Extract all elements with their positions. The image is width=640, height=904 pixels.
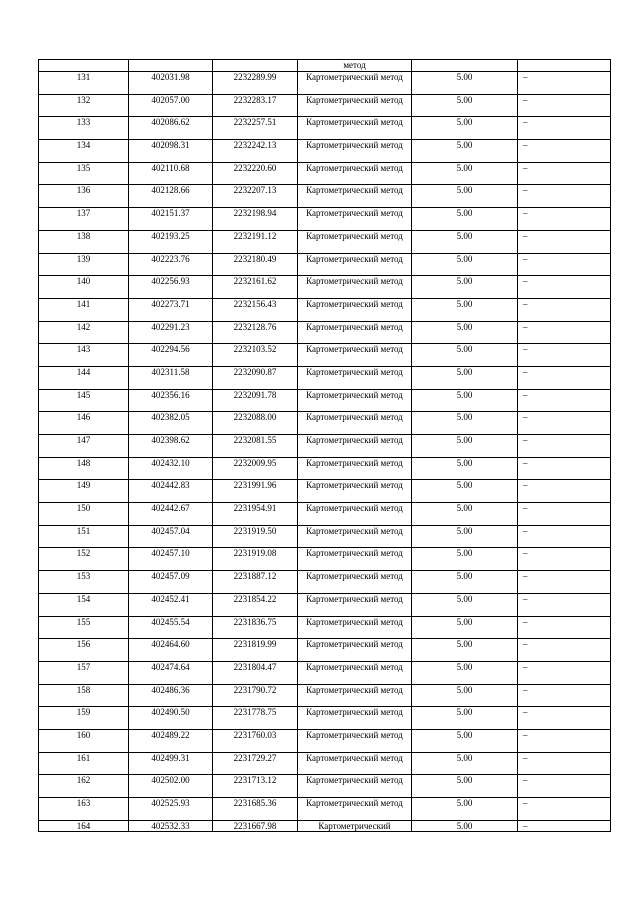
cell-x: 402525.93 bbox=[129, 798, 213, 821]
table-row bbox=[39, 208, 611, 231]
cell-precision: 5.00 bbox=[412, 117, 518, 140]
table-row bbox=[39, 661, 611, 684]
cell-y: 2231790.72 bbox=[213, 684, 298, 707]
cell-note: – bbox=[518, 525, 611, 548]
cell-note: – bbox=[518, 230, 611, 253]
cell-y: 2231887.12 bbox=[213, 571, 298, 594]
cell-y: 2232220.60 bbox=[213, 162, 298, 185]
cell-number: 138 bbox=[39, 230, 129, 253]
cell-x: 402110.68 bbox=[129, 162, 213, 185]
cell-x: 402452.41 bbox=[129, 593, 213, 616]
cell-note bbox=[518, 60, 611, 72]
cell-x: 402273.71 bbox=[129, 298, 213, 321]
cell-precision: 5.00 bbox=[412, 162, 518, 185]
cell-y: 2231804.47 bbox=[213, 661, 298, 684]
cell-x: 402457.10 bbox=[129, 548, 213, 571]
cell-method: Картометрический метод bbox=[298, 366, 412, 389]
cell-note: – bbox=[518, 162, 611, 185]
cell-number: 160 bbox=[39, 729, 129, 752]
cell-method: Картометрический метод bbox=[298, 503, 412, 526]
cell-x: 402223.76 bbox=[129, 253, 213, 276]
cell-y: 2231991.96 bbox=[213, 480, 298, 503]
cell-number: 152 bbox=[39, 548, 129, 571]
cell-note: – bbox=[518, 775, 611, 798]
cell-y: 2232088.00 bbox=[213, 412, 298, 435]
cell-precision: 5.00 bbox=[412, 707, 518, 730]
cell-x: 402098.31 bbox=[129, 140, 213, 163]
cell-number: 158 bbox=[39, 684, 129, 707]
cell-x: 402356.16 bbox=[129, 389, 213, 412]
cell-precision: 5.00 bbox=[412, 503, 518, 526]
table-row bbox=[39, 344, 611, 367]
cell-x: 402457.09 bbox=[129, 571, 213, 594]
cell-method: Картометрический метод bbox=[298, 94, 412, 117]
cell-precision: 5.00 bbox=[412, 729, 518, 752]
cell-method: Картометрический метод bbox=[298, 140, 412, 163]
cell-note: – bbox=[518, 707, 611, 730]
cell-precision: 5.00 bbox=[412, 344, 518, 367]
table-row bbox=[39, 798, 611, 821]
cell-number: 149 bbox=[39, 480, 129, 503]
cell-number: 156 bbox=[39, 639, 129, 662]
table-row bbox=[39, 571, 611, 594]
cell-x: 402057.00 bbox=[129, 94, 213, 117]
cell-method: Картометрический метод bbox=[298, 72, 412, 95]
cell-precision: 5.00 bbox=[412, 639, 518, 662]
table-row bbox=[39, 548, 611, 571]
cell-number bbox=[39, 60, 129, 72]
table-row bbox=[39, 253, 611, 276]
cell-note: – bbox=[518, 208, 611, 231]
cell-number: 146 bbox=[39, 412, 129, 435]
table-row bbox=[39, 230, 611, 253]
cell-number: 151 bbox=[39, 525, 129, 548]
cell-y: 2231713.12 bbox=[213, 775, 298, 798]
cell-note: – bbox=[518, 571, 611, 594]
cell-precision: 5.00 bbox=[412, 208, 518, 231]
cell-precision: 5.00 bbox=[412, 321, 518, 344]
cell-method: Картометрический метод bbox=[298, 525, 412, 548]
cell-x bbox=[129, 60, 213, 72]
cell-note: – bbox=[518, 684, 611, 707]
table-row bbox=[39, 503, 611, 526]
cell-x: 402532.33 bbox=[129, 820, 213, 832]
cell-precision: 5.00 bbox=[412, 480, 518, 503]
cell-note: – bbox=[518, 729, 611, 752]
table-row-continued bbox=[39, 60, 611, 72]
cell-y: 2231778.75 bbox=[213, 707, 298, 730]
cell-precision: 5.00 bbox=[412, 457, 518, 480]
cell-precision: 5.00 bbox=[412, 798, 518, 821]
cell-y: 2232180.49 bbox=[213, 253, 298, 276]
cell-number: 161 bbox=[39, 752, 129, 775]
cell-method: Картометрический метод bbox=[298, 344, 412, 367]
table-row bbox=[39, 162, 611, 185]
cell-precision: 5.00 bbox=[412, 525, 518, 548]
cell-number: 142 bbox=[39, 321, 129, 344]
cell-x: 402432.10 bbox=[129, 457, 213, 480]
cell-number: 141 bbox=[39, 298, 129, 321]
cell-x: 402311.58 bbox=[129, 366, 213, 389]
cell-y: 2231854.22 bbox=[213, 593, 298, 616]
cell-note: – bbox=[518, 661, 611, 684]
cell-precision: 5.00 bbox=[412, 684, 518, 707]
table-row bbox=[39, 140, 611, 163]
cell-method: Картометрический метод bbox=[298, 389, 412, 412]
cell-method: Картометрический метод bbox=[298, 276, 412, 299]
cell-y: 2232207.13 bbox=[213, 185, 298, 208]
cell-precision bbox=[412, 60, 518, 72]
cell-method: Картометрический метод bbox=[298, 593, 412, 616]
cell-note: – bbox=[518, 639, 611, 662]
cell-method: Картометрический метод bbox=[298, 639, 412, 662]
cell-x: 402151.37 bbox=[129, 208, 213, 231]
cell-note: – bbox=[518, 117, 611, 140]
cell-y: 2232161.62 bbox=[213, 276, 298, 299]
cell-method: Картометрический метод bbox=[298, 185, 412, 208]
cell-number: 155 bbox=[39, 616, 129, 639]
cell-method: Картометрический метод bbox=[298, 752, 412, 775]
table-row bbox=[39, 775, 611, 798]
cell-y: 2231760.03 bbox=[213, 729, 298, 752]
cell-y: 2232103.52 bbox=[213, 344, 298, 367]
cell-y: 2232009.95 bbox=[213, 457, 298, 480]
cell-note: – bbox=[518, 72, 611, 95]
cell-precision: 5.00 bbox=[412, 140, 518, 163]
cell-precision: 5.00 bbox=[412, 775, 518, 798]
cell-x: 402442.83 bbox=[129, 480, 213, 503]
cell-x: 402464.60 bbox=[129, 639, 213, 662]
table-row bbox=[39, 276, 611, 299]
cell-method: Картометрический метод bbox=[298, 321, 412, 344]
cell-x: 402490.50 bbox=[129, 707, 213, 730]
cell-note: – bbox=[518, 298, 611, 321]
cell-note: – bbox=[518, 185, 611, 208]
cell-note: – bbox=[518, 389, 611, 412]
cell-y: 2232128.76 bbox=[213, 321, 298, 344]
cell-note: – bbox=[518, 616, 611, 639]
cell-note: – bbox=[518, 366, 611, 389]
table-row bbox=[39, 707, 611, 730]
table-row bbox=[39, 412, 611, 435]
cell-number: 143 bbox=[39, 344, 129, 367]
cell-x: 402031.98 bbox=[129, 72, 213, 95]
cell-number: 164 bbox=[39, 820, 129, 832]
table-row bbox=[39, 593, 611, 616]
cell-note: – bbox=[518, 276, 611, 299]
cell-method: Картометрический метод bbox=[298, 798, 412, 821]
cell-method: Картометрический метод bbox=[298, 571, 412, 594]
cell-precision: 5.00 bbox=[412, 661, 518, 684]
cell-method: Картометрический метод bbox=[298, 230, 412, 253]
cell-note: – bbox=[518, 457, 611, 480]
cell-y: 2231919.50 bbox=[213, 525, 298, 548]
cell-x: 402455.54 bbox=[129, 616, 213, 639]
cell-number: 145 bbox=[39, 389, 129, 412]
cell-y: 2232242.13 bbox=[213, 140, 298, 163]
cell-y: 2232191.12 bbox=[213, 230, 298, 253]
cell-y: 2232091.78 bbox=[213, 389, 298, 412]
cell-y: 2232090.87 bbox=[213, 366, 298, 389]
table-row bbox=[39, 525, 611, 548]
cell-number: 136 bbox=[39, 185, 129, 208]
cell-precision: 5.00 bbox=[412, 752, 518, 775]
table-row bbox=[39, 684, 611, 707]
cell-precision: 5.00 bbox=[412, 366, 518, 389]
cell-method: Картометрический метод bbox=[298, 616, 412, 639]
cell-method: Картометрический метод bbox=[298, 117, 412, 140]
cell-number: 154 bbox=[39, 593, 129, 616]
cell-number: 133 bbox=[39, 117, 129, 140]
cell-note: – bbox=[518, 820, 611, 832]
cell-y bbox=[213, 60, 298, 72]
cell-number: 147 bbox=[39, 435, 129, 458]
cell-number: 163 bbox=[39, 798, 129, 821]
cell-y: 2232289.99 bbox=[213, 72, 298, 95]
cell-precision: 5.00 bbox=[412, 412, 518, 435]
table-row bbox=[39, 820, 611, 832]
cell-number: 131 bbox=[39, 72, 129, 95]
cell-note: – bbox=[518, 412, 611, 435]
cell-precision: 5.00 bbox=[412, 253, 518, 276]
table-row bbox=[39, 321, 611, 344]
cell-method: Картометрический метод bbox=[298, 480, 412, 503]
cell-method: Картометрический метод bbox=[298, 208, 412, 231]
cell-x: 402489.22 bbox=[129, 729, 213, 752]
cell-x: 402193.25 bbox=[129, 230, 213, 253]
coordinates-table-body bbox=[39, 60, 611, 832]
cell-note: – bbox=[518, 435, 611, 458]
cell-method: Картометрический метод bbox=[298, 775, 412, 798]
cell-x: 402499.31 bbox=[129, 752, 213, 775]
cell-method: Картометрический метод bbox=[298, 661, 412, 684]
cell-x: 402442.67 bbox=[129, 503, 213, 526]
cell-precision: 5.00 bbox=[412, 593, 518, 616]
cell-method: Картометрический метод bbox=[298, 162, 412, 185]
cell-note: – bbox=[518, 140, 611, 163]
cell-x: 402291.23 bbox=[129, 321, 213, 344]
cell-method: Картометрический метод bbox=[298, 457, 412, 480]
table-row bbox=[39, 616, 611, 639]
cell-x: 402382.05 bbox=[129, 412, 213, 435]
cell-note: – bbox=[518, 480, 611, 503]
cell-y: 2232283.17 bbox=[213, 94, 298, 117]
cell-number: 137 bbox=[39, 208, 129, 231]
table-row bbox=[39, 389, 611, 412]
cell-method: Картометрический метод bbox=[298, 435, 412, 458]
cell-note: – bbox=[518, 253, 611, 276]
cell-number: 140 bbox=[39, 276, 129, 299]
cell-precision: 5.00 bbox=[412, 616, 518, 639]
cell-y: 2232081.55 bbox=[213, 435, 298, 458]
cell-y: 2231729.27 bbox=[213, 752, 298, 775]
cell-method: Картометрический метод bbox=[298, 684, 412, 707]
cell-number: 153 bbox=[39, 571, 129, 594]
cell-y: 2231919.08 bbox=[213, 548, 298, 571]
cell-x: 402294.56 bbox=[129, 344, 213, 367]
table-row bbox=[39, 729, 611, 752]
cell-y: 2232257.51 bbox=[213, 117, 298, 140]
cell-x: 402086.62 bbox=[129, 117, 213, 140]
cell-x: 402502.00 bbox=[129, 775, 213, 798]
cell-note: – bbox=[518, 548, 611, 571]
cell-x: 402398.62 bbox=[129, 435, 213, 458]
table-row bbox=[39, 117, 611, 140]
cell-method: Картометрический bbox=[298, 820, 412, 832]
cell-precision: 5.00 bbox=[412, 820, 518, 832]
table-row bbox=[39, 298, 611, 321]
cell-precision: 5.00 bbox=[412, 185, 518, 208]
cell-method: метод bbox=[298, 60, 412, 72]
cell-method: Картометрический метод bbox=[298, 729, 412, 752]
cell-number: 134 bbox=[39, 140, 129, 163]
table-row bbox=[39, 366, 611, 389]
cell-method: Картометрический метод bbox=[298, 298, 412, 321]
cell-number: 157 bbox=[39, 661, 129, 684]
cell-note: – bbox=[518, 94, 611, 117]
cell-number: 150 bbox=[39, 503, 129, 526]
cell-precision: 5.00 bbox=[412, 389, 518, 412]
cell-note: – bbox=[518, 503, 611, 526]
cell-y: 2231819.99 bbox=[213, 639, 298, 662]
cell-y: 2231667.98 bbox=[213, 820, 298, 832]
cell-precision: 5.00 bbox=[412, 276, 518, 299]
cell-note: – bbox=[518, 593, 611, 616]
cell-number: 135 bbox=[39, 162, 129, 185]
table-row bbox=[39, 457, 611, 480]
cell-method: Картометрический метод bbox=[298, 548, 412, 571]
cell-note: – bbox=[518, 798, 611, 821]
cell-method: Картометрический метод bbox=[298, 412, 412, 435]
cell-y: 2231954.91 bbox=[213, 503, 298, 526]
cell-number: 139 bbox=[39, 253, 129, 276]
cell-x: 402256.93 bbox=[129, 276, 213, 299]
cell-method: Картометрический метод bbox=[298, 253, 412, 276]
cell-y: 2231836.75 bbox=[213, 616, 298, 639]
cell-note: – bbox=[518, 344, 611, 367]
cell-x: 402457.04 bbox=[129, 525, 213, 548]
coordinates-table bbox=[38, 59, 611, 832]
cell-precision: 5.00 bbox=[412, 298, 518, 321]
cell-number: 148 bbox=[39, 457, 129, 480]
table-row bbox=[39, 185, 611, 208]
cell-method: Картометрический метод bbox=[298, 707, 412, 730]
cell-number: 132 bbox=[39, 94, 129, 117]
cell-x: 402474.64 bbox=[129, 661, 213, 684]
table-row bbox=[39, 435, 611, 458]
cell-y: 2232198.94 bbox=[213, 208, 298, 231]
cell-number: 159 bbox=[39, 707, 129, 730]
cell-note: – bbox=[518, 321, 611, 344]
table-row bbox=[39, 480, 611, 503]
cell-y: 2232156.43 bbox=[213, 298, 298, 321]
cell-precision: 5.00 bbox=[412, 230, 518, 253]
cell-precision: 5.00 bbox=[412, 94, 518, 117]
table-row bbox=[39, 72, 611, 95]
table-row bbox=[39, 752, 611, 775]
cell-precision: 5.00 bbox=[412, 435, 518, 458]
cell-x: 402128.66 bbox=[129, 185, 213, 208]
table-row bbox=[39, 94, 611, 117]
cell-number: 162 bbox=[39, 775, 129, 798]
cell-x: 402486.36 bbox=[129, 684, 213, 707]
cell-precision: 5.00 bbox=[412, 571, 518, 594]
cell-precision: 5.00 bbox=[412, 548, 518, 571]
cell-precision: 5.00 bbox=[412, 72, 518, 95]
table-row bbox=[39, 639, 611, 662]
cell-y: 2231685.36 bbox=[213, 798, 298, 821]
cell-number: 144 bbox=[39, 366, 129, 389]
cell-note: – bbox=[518, 752, 611, 775]
